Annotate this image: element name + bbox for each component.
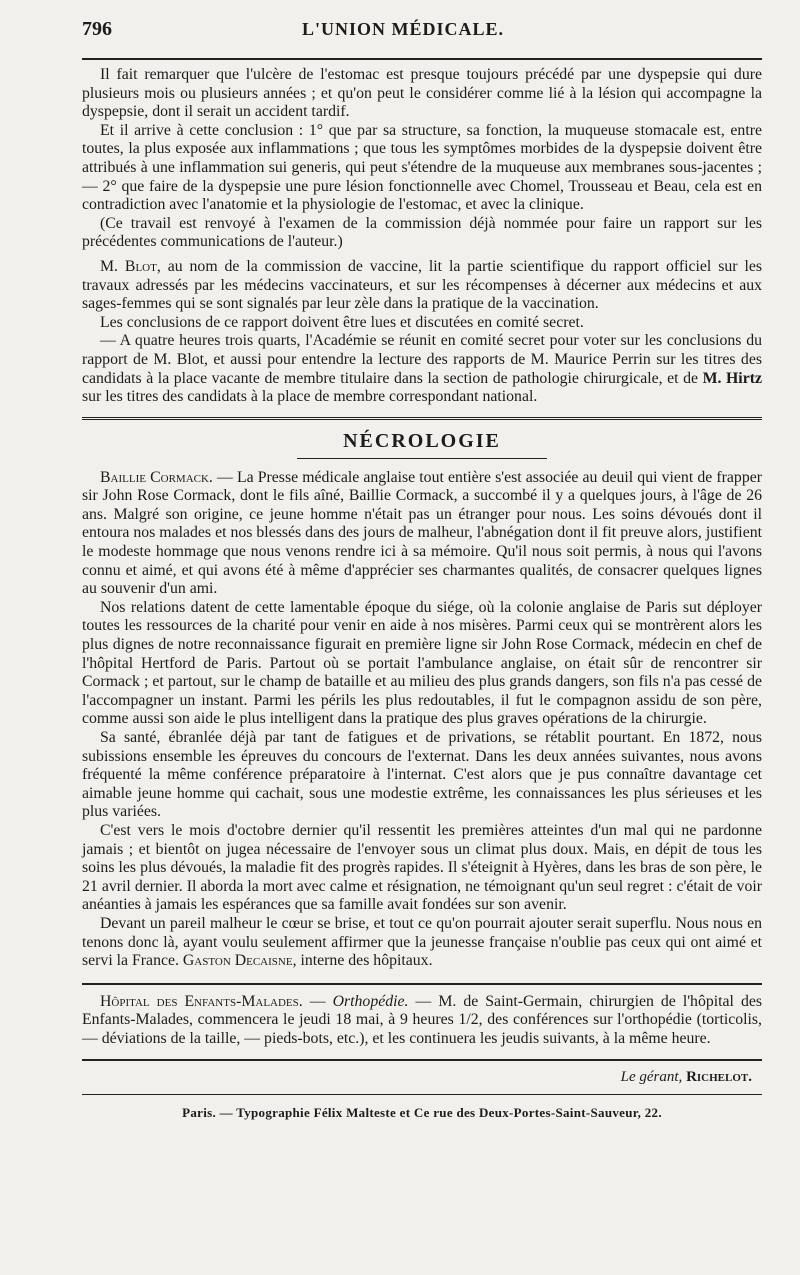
hospital-notice-subject: Orthopédie. [332,992,409,1010]
paragraph-blot [82,258,762,314]
paragraph-conclusions: Les conclusions de ce rapport doivent être lues et discutées en comité secret. [100,313,584,331]
obituary-paragraph-5 [82,915,762,971]
obituary-paragraph-3: Sa santé, ébranlée déjà par tant de fatigues et de privations, se rétablit pourtant. En 1872, nous subissions ensemble les épreuves du concours de l'externat. Dans les deux années suivantes, nous avons fréquenté la même conférence préparatoire à l'internat. C'est alors que je pus connaître davantage cet aimable jeune homme qui cachait, sous une modestie extrême, les connaissances les plus sérieuses et les plus variées. [82,729,762,821]
obituary-paragraph-2: Nos relations datent de cette lamentable époque du siége, où la colonie anglaise de Paris sut déployer toutes les ressources de la charité pour venir en aide à nos misères. Parmi ceux qui se montrèrent alors les plus dignes de notre reconnaissance figurait en première ligne sir John Rose Cormack, médecin en chef de l'hôpital Hertford de Paris. Partout où se portait l'ambulance anglaise, on était sûr de rencontrer sir Cormack ; et partout, sur le champ de bataille et au milieu des plus grands dangers, son fils n'a pas cessé de l'accompagner un instant. Parmi les périls les plus redoutables, il fut le compagnon assidu de son père, comme aussi son aide le plus intelligent dans la pratique des plus graves opérations de la chirurgie. [82,598,762,728]
signature-role: , interne des hôpitaux. [292,952,433,970]
page-number: 796 [82,18,112,40]
heading-underline [297,458,547,459]
paragraph-secret-committee [82,332,762,406]
section-end-rule [82,983,762,985]
necrologie-heading: NÉCROLOGIE [343,429,501,452]
obituary-signature [183,952,433,969]
paragraph-ulcer: Il fait remarquer que l'ulcère de l'estomac est presque toujours précédé par une dyspepsie qui dure plusieurs mois ou plusieurs années ; et qu'on peut le considérer comme lié à la lésion qui accompagne la dyspepsie, dont il serait un accident tardif. [82,66,762,121]
footer-rule [82,1094,762,1095]
blot-name: M. Blot [100,257,157,275]
obituary-text-1: — La Presse médicale anglaise tout entière s'est associée au deuil qui vient de frapper sir John Rose Cormack, dont le fils aîné, Baillie Cormack, a succombé il y a quelques jours, à l'âge de 26 ans. Malgré son origine, ce jeune homme n'était pas un étranger pour nous. Les soins dévoués dont il entoura nos malades et nos blessés dans des jours de malheur, l'abnégation dont il fit preuve alors, justifient le modeste hommage que nous venons rendre ici à sa mémoire. Qu'il nous soit permis, à nous qui l'avons connu et aimé, et qui avons été à même d'apprécier ses charmantes qualités, de consacrer quelques lignes au souvenir d'un ami. [82,468,762,598]
signature-name: Gaston Decaisne [182,952,293,970]
hospital-notice-title: Hôpital des Enfants-Malades. [100,992,303,1010]
hirtz-name: M. Hirtz [702,369,762,387]
notice-end-rule [82,1059,762,1061]
running-title: L'UNION MÉDICALE. [302,19,505,39]
blot-text: , au nom de la commission de vaccine, lit la partie scientifique du rapport officiel sur les travaux adressés par les médecins vaccinateurs, et sur les récompenses à décerner aux médecins et aux sages-femmes qui se sont signalés par leur zèle dans la pratique de la vaccination. [82,257,762,313]
hospital-notice: Hôpital des Enfants-Malades. — Orthopédie. — M. de Saint-Germain, chirurgien de l'hôpital des Enfants-Malades, commencera le jeudi 18 mai, à 9 heures 1/2, des conférences sur l'orthopédie (torticolis, — déviations de la taille, — pieds-bots, etc.), et les continuera les jeudis suivants, à la même heure. [82,992,763,1047]
hospital-notice-text: — M. de Saint-Germain, chirurgien de l'hôpital des Enfants-Malades, commencera le jeudi 18 mai, à 9 heures 1/2, des conférences sur l'orthopédie (torticolis, — déviations de la taille, — pieds-bots, etc.), et les continuera les jeudis suivants, à la même heure. [82,992,763,1047]
section-double-rule [82,417,762,420]
paragraph-conclusion: Et il arrive à cette conclusion : 1° que par sa structure, sa fonction, la muqueuse stomacale est, entre toutes, la plus exposée aux inflammations ; que tous les symptômes morbides de la dyspepsie doivent être attribués à une inflammation sui generis, qui peut s'étendre de la muqueuse aux membranes sous-jacentes ; — 2° que faire de la dyspepsie une pure lésion fonctionnelle avec Chomel, Trousseau et Beau, cela est en contradiction avec l'anatomie et la physiologie de l'estomac, et avec la clinique. [82,121,762,214]
header-rule [82,58,762,60]
necrologie-heading-block [82,417,762,459]
manager-name: Richelot. [686,1068,752,1085]
page-header [82,18,762,48]
secret-committee-text-end: sur les titres des candidats à la place de membre correspondant national. [82,388,538,406]
manager-line [82,1069,762,1086]
obituary-paragraph-1 [82,469,762,599]
obituary-paragraph-4: C'est vers le mois d'octobre dernier qu'il ressentit les premières atteintes d'un mal qui ne pardonne jamais ; et bientôt on jugea nécessaire de l'envoyer sous un climat plus doux. Mais, en dépit de tous les soins les plus dévoués, la maladie fit des progrès rapides. Il s'éteignit à Hyères, dans les bras de son père, le 21 avril dernier. Il aborda la mort avec calme et résignation, ne témoignant qu'un seul regret : c'était de voir anéanties à jamais les espérances que sa famille avait fondées sur son avenir. [82,821,762,914]
obituary-text-5: Devant un pareil malheur le cœur se brise, et tout ce qu'on pourrait ajouter serait superflu. Nous nous en tenons donc là, ayant voulu seulement affirmer que la jeunesse française n'oublie pas ceux qui ont aimé et servi la France. [82,914,762,970]
obituary-name: Baillie Cormack. [100,468,213,486]
secret-committee-text: — A quatre heures trois quarts, l'Académie se réunit en comité secret pour voter sur les conclusions du rapport de M. Blot, et aussi pour entendre la lecture des rapports de M. Maurice Perrin sur les titres des candidats à la place vacante de membre titulaire dans la section de pathologie chirurgicale, et de [82,332,762,387]
manager-label: Le gérant, [620,1068,683,1085]
printer-footer: Paris. — Typographie Félix Malteste et Ce rue des Deux-Portes-Saint-Sauveur, 22. [182,1104,662,1120]
paragraph-referral: (Ce travail est renvoyé à l'examen de la commission déjà nommée pour faire un rapport sur les précédentes communications de l'auteur.) [82,214,762,251]
